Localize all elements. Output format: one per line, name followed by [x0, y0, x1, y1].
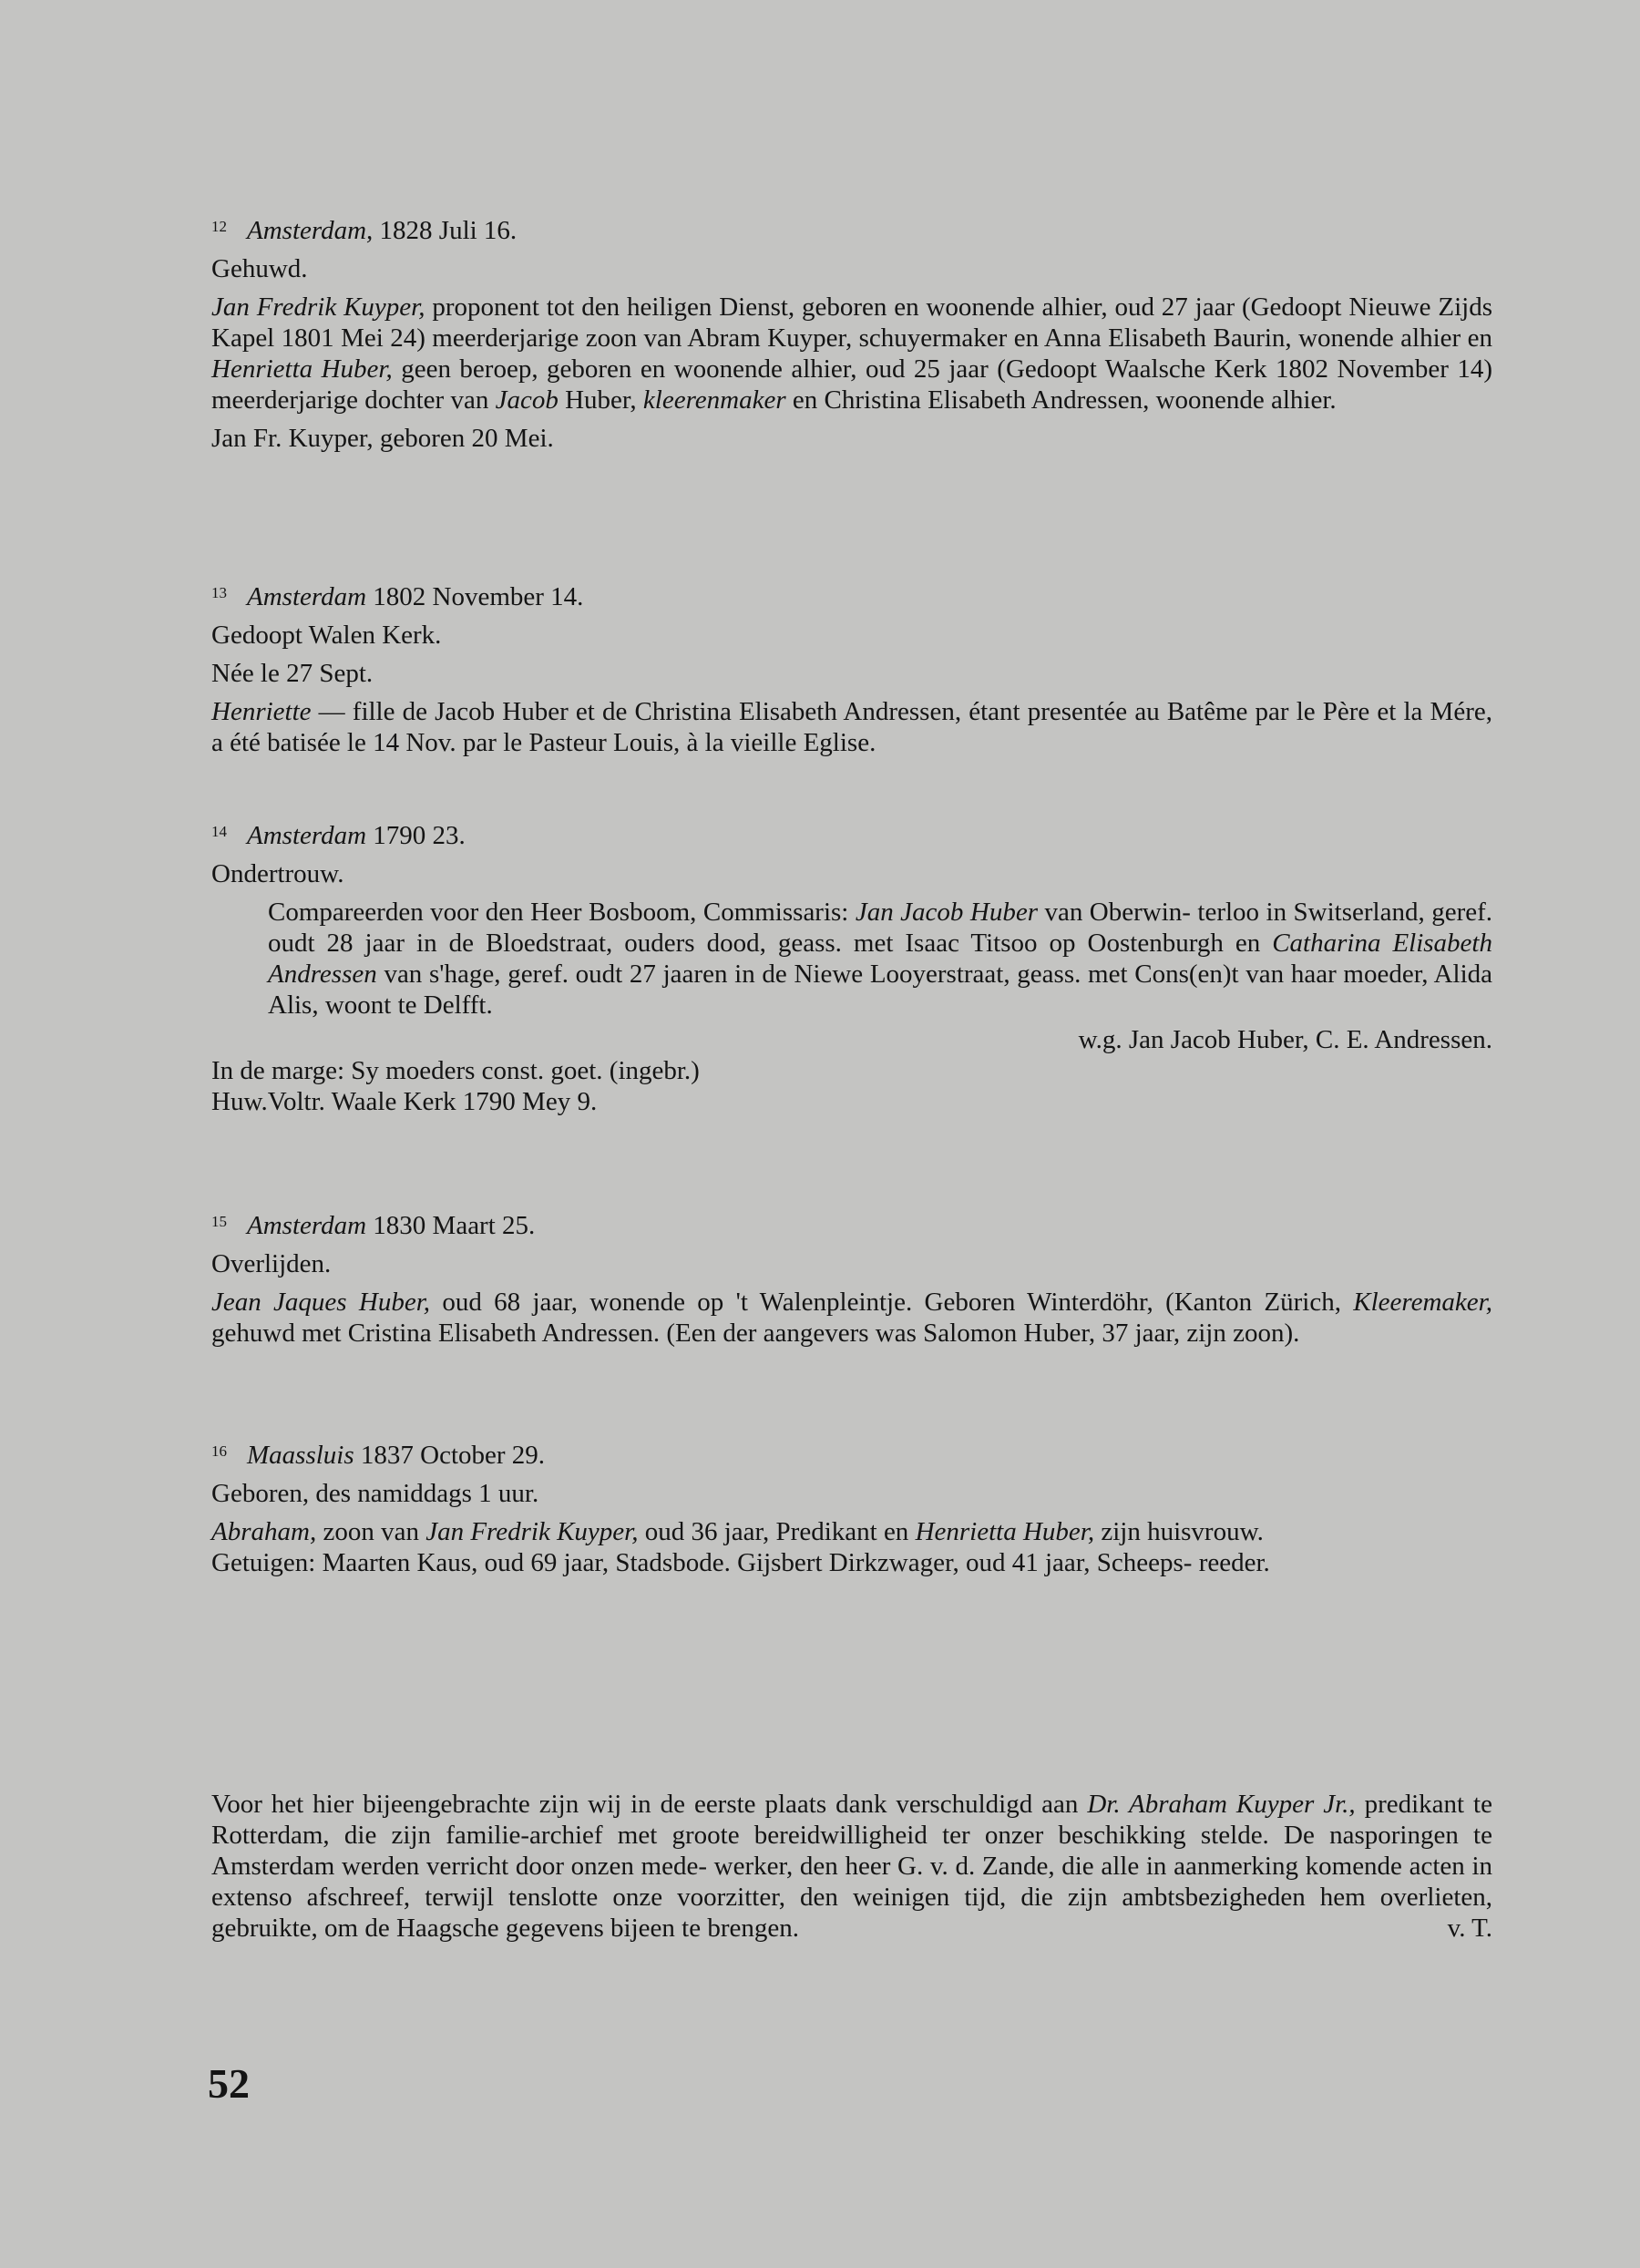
entry-date: 1830 Maart 25. — [373, 1211, 536, 1240]
footnote-number: 13 — [211, 584, 227, 601]
entry-date: 1828 Juli 16. — [379, 216, 518, 245]
witnesses: Getuigen: Maarten Kaus, oud 69 jaar, Stadsbode. Gijsbert Dirkzwager, oud 41 jaar, Scheeps- reeder. — [211, 1548, 1270, 1577]
entry-13 — [211, 581, 1492, 758]
footnote-number: 15 — [211, 1213, 227, 1230]
entry-place: Maassluis — [247, 1441, 354, 1470]
acknowledgement-text: Voor het hier bijeengebrachte zijn wij in de eerste plaats dank verschuldigd aan Dr. Abraham Kuyper Jr., predikant te Rotterdam, die zijn familie-archief met groote bereidwilligheid ter onzer beschikking stelde. De nasporingen te Amsterdam werden verricht door onzen mede- werker, den heer G. v. d. Zande, die alle in aanmerking komende acten in extenso afschreef, terwijl tenslotte onze voorzitter, den weinigen tijd, die zijn ambtsbezigheden hem overlieten, gebruikte, om de Haagsche gegevens bijeen te brengen. — [211, 1790, 1492, 1943]
entry-birth-note: Née le 27 Sept. — [211, 659, 374, 688]
marriage-note: Huw.Voltr. Waale Kerk 1790 Mey 9. — [211, 1087, 598, 1116]
entry-body: Jan Fredrik Kuyper, proponent tot den heiligen Dienst, geboren en woonende alhier, oud 27 jaar (Gedoopt Nieuwe Zijds Kapel 1801 Mei 24) meerderjarige zoon van Abram Kuyper, schuyermaker en Anna Elisabeth Baurin, wonende alhier en Henrietta Huber, geen beroep, geboren en woonende alhier, oud 25 jaar (Gedoopt Waalsche Kerk 1802 November 14) meerderjarige dochter van Jacob Huber, kleerenmaker en Christina Elisabeth Andressen, woonende alhier. — [211, 292, 1493, 415]
entry-date: 1837 October 29. — [360, 1441, 546, 1470]
entry-date: 1802 November 14. — [373, 582, 584, 611]
author-initials: v. T. — [1447, 1914, 1492, 1943]
entry-place: Amsterdam — [247, 821, 367, 850]
entry-act: Gehuwd. — [211, 254, 308, 283]
footnote-number: 14 — [211, 823, 227, 840]
entry-body: Compareerden voor den Heer Bosboom, Commissaris: Jan Jacob Huber van Oberwin- terloo in Switserland, geref. oudt 28 jaar in de Bloedstraat, ouders dood, geass. met Isaac Titsoo op Oostenburgh en Catharina Elisabeth Andressen van s'hage, geref. oudt 27 jaaren in de Niewe Looyerstraat, geass. met Cons(en)t van haar moeder, Alida Alis, woont te Delfft. — [268, 898, 1492, 1020]
entry-15 — [211, 1210, 1492, 1349]
entry-heading — [211, 1210, 1492, 1241]
entry-act: Overlijden. — [211, 1249, 332, 1278]
acknowledgement — [211, 1789, 1492, 1944]
footnote-number: 12 — [211, 218, 227, 235]
entry-14 — [211, 820, 1492, 1117]
entry-place: Amsterdam — [247, 582, 367, 611]
footnote-number: 16 — [211, 1442, 227, 1460]
entry-12 — [211, 215, 1492, 454]
entry-body: Henriette — fille de Jacob Huber et de Christina Elisabeth Andressen, étant presentée au Batême par le Père et la Mére, a été batisée le 14 Nov. par le Pasteur Louis, à la vieille Eglise. — [211, 697, 1492, 757]
page-number: 52 — [208, 2060, 250, 2107]
entry-act: Gedoopt Walen Kerk. — [211, 621, 442, 650]
entry-place: Amsterdam — [247, 1211, 367, 1240]
entry-heading — [211, 820, 1492, 851]
entry-act: Geboren, des namiddags 1 uur. — [211, 1479, 539, 1508]
entry-body: Abraham, zoon van Jan Fredrik Kuyper, oud 36 jaar, Predikant en Henrietta Huber, zijn huisvrouw. — [211, 1517, 1264, 1546]
signature: w.g. Jan Jacob Huber, C. E. Andressen. — [1078, 1025, 1492, 1054]
entry-note: Jan Fr. Kuyper, geboren 20 Mei. — [211, 424, 554, 453]
entry-act: Ondertrouw. — [211, 859, 344, 888]
entry-heading — [211, 215, 1492, 246]
entry-16 — [211, 1440, 1492, 1578]
entry-body: Jean Jaques Huber, oud 68 jaar, wonende op 't Walenpleintje. Geboren Winterdöhr, (Kanton Zürich, Kleeremaker, gehuwd met Cristina Elisabeth Andressen. (Een der aangevers was Salomon Huber, 37 jaar, zijn zoon). — [211, 1288, 1492, 1348]
margin-note: In de marge: Sy moeders const. goet. (ingebr.) — [211, 1056, 700, 1085]
entry-heading — [211, 581, 1492, 612]
entry-place: Amsterdam, — [247, 216, 374, 245]
entry-heading — [211, 1440, 1492, 1471]
entry-date: 1790 23. — [373, 821, 466, 850]
